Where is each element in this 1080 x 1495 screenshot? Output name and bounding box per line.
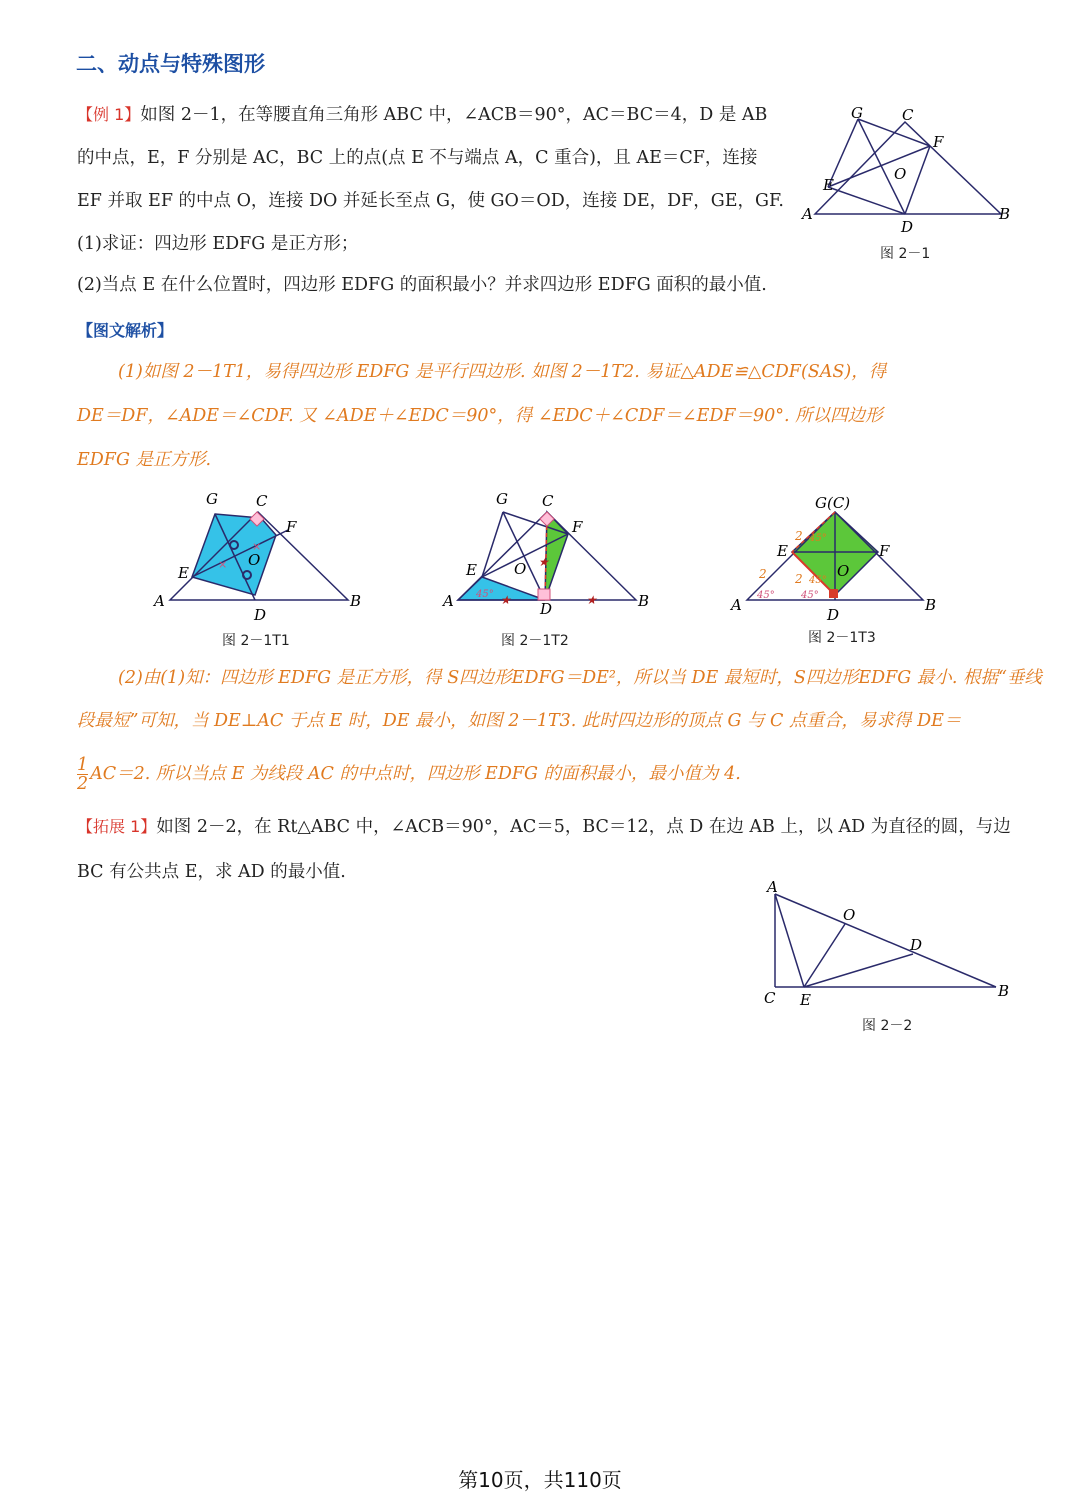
- label-d: D: [827, 606, 840, 624]
- analysis-p2-line3-text: AC＝2. 所以当点 E 为线段 AC 的中点时，四边形 EDFG 的面积最小，最小值为 4.: [90, 764, 741, 784]
- label-c: C: [902, 106, 914, 124]
- figure-2-1t3-caption: 图 2－1T3: [808, 630, 876, 646]
- angle-label-2: 45°: [809, 575, 827, 586]
- svg-text:★: ★: [500, 593, 511, 607]
- figure-2-1t1-caption: 图 2－1T1: [222, 633, 290, 649]
- label-f: F: [572, 518, 583, 536]
- angle-label-3: 45°: [757, 590, 775, 601]
- label-e: E: [800, 991, 811, 1009]
- label-d: D: [901, 218, 914, 235]
- angle-label: 45°: [476, 589, 494, 600]
- analysis-p2-line3: [77, 756, 741, 793]
- label-a: A: [767, 878, 778, 896]
- label-f: F: [933, 133, 944, 151]
- extension-text-1: 如图 2－2，在 Rt△ABC 中，∠ACB＝90°，AC＝5，BC＝12，点 D 在边 AB 上，以 AD 为直径的圆，与边: [156, 817, 1011, 837]
- analysis-p1-line1: (1)如图 2－1T1，易得四边形 EDFG 是平行四边形. 如图 2－1T2. 易证△ADE≌△CDF(SAS)，得: [118, 362, 887, 382]
- label-b: B: [999, 205, 1011, 223]
- fraction-denominator: 2: [77, 774, 89, 794]
- len-label-3: 2: [795, 572, 803, 586]
- label-g: G: [851, 104, 863, 122]
- label-g: G: [206, 490, 218, 508]
- label-o: O: [894, 165, 907, 183]
- label-d: D: [254, 606, 267, 624]
- example-line-3: EF 并取 EF 的中点 O，连接 DO 并延长至点 G，使 GO＝OD，连接 DE，DF，GE，GF.: [77, 191, 784, 211]
- label-a: A: [443, 592, 454, 610]
- extension-line-1: [77, 815, 1011, 839]
- analysis-tag: [77, 319, 173, 343]
- figure-2-1: [795, 100, 1020, 235]
- len-label-2: 2: [759, 567, 767, 581]
- label-gc: G(C): [815, 494, 851, 512]
- label-e: E: [466, 561, 477, 579]
- label-d: D: [540, 600, 553, 618]
- section-title: 二、动点与特殊图形: [76, 52, 265, 76]
- label-o: O: [248, 551, 261, 569]
- label-b: B: [350, 592, 362, 610]
- analysis-p1-line2: DE＝DF，∠ADE＝∠CDF. 又 ∠ADE＋∠EDC＝90°，得 ∠EDC＋∠CDF＝∠EDF＝90°. 所以四边形: [77, 406, 883, 426]
- label-d: D: [910, 936, 923, 954]
- label-a: A: [731, 596, 742, 614]
- extension-line-2: BC 有公共点 E，求 AD 的最小值.: [77, 862, 346, 882]
- figure-2-1-caption: 图 2－1: [880, 246, 931, 262]
- label-a: A: [154, 592, 165, 610]
- label-o: O: [843, 906, 856, 924]
- label-g: G: [496, 490, 508, 508]
- label-o: O: [837, 562, 850, 580]
- figure-2-1t3: [725, 490, 945, 625]
- figure-2-1t1: [150, 490, 370, 625]
- figure-2-2: [758, 876, 1018, 1016]
- figure-2-1t2-caption: 图 2－1T2: [501, 633, 569, 649]
- label-f: F: [879, 542, 890, 560]
- svg-text:★: ★: [538, 555, 549, 569]
- page-footer: 第10页，共110页: [458, 1468, 622, 1492]
- label-o: O: [514, 560, 527, 578]
- example-text-1: 如图 2－1，在等腰直角三角形 ABC 中，∠ACB＝90°，AC＝BC＝4，D 是 AB: [140, 105, 768, 125]
- label-e: E: [178, 564, 189, 582]
- question-2: (2)当点 E 在什么位置时，四边形 EDFG 的面积最小？并求四边形 EDFG 面积的最小值.: [77, 275, 767, 295]
- fraction-numerator: 1: [77, 755, 89, 775]
- label-f: F: [286, 518, 297, 536]
- label-a: A: [802, 205, 813, 223]
- svg-text:×: ×: [218, 558, 228, 571]
- angle-label-4: 45°: [801, 590, 819, 601]
- label-c: C: [764, 989, 776, 1007]
- angle-label-1: 45°: [809, 533, 827, 544]
- example-tag: 【例 1】: [77, 105, 141, 124]
- label-e: E: [823, 176, 834, 194]
- example-line-1: [77, 103, 767, 127]
- analysis-p2-line2: 段最短”可知，当 DE⊥AC 于点 E 时，DE 最小，如图 2－1T3. 此时四边形的顶点 G 与 C 点重合，易求得 DE＝: [77, 711, 962, 731]
- extension-tag: 【拓展 1】: [77, 817, 157, 836]
- analysis-tag-text: 【图文解析】: [77, 321, 174, 340]
- question-1: (1)求证：四边形 EDFG 是正方形；: [77, 234, 359, 254]
- label-c: C: [542, 492, 554, 510]
- label-e: E: [777, 542, 788, 560]
- figure-2-2-caption: 图 2－2: [862, 1018, 913, 1034]
- label-c: C: [256, 492, 268, 510]
- fraction-one-half: [77, 756, 88, 793]
- analysis-p1-line3: EDFG 是正方形.: [77, 450, 212, 470]
- analysis-p2-line1: (2)由(1)知：四边形 EDFG 是正方形，得 S四边形EDFG＝DE²，所以当 DE 最短时，S四边形EDFG 最小. 根据“垂线: [118, 668, 1042, 688]
- figure-2-1t2: [440, 490, 660, 625]
- svg-text:×: ×: [252, 540, 262, 553]
- svg-text:★: ★: [586, 593, 597, 607]
- label-b: B: [998, 982, 1010, 1000]
- len-label-1: 2: [795, 529, 803, 543]
- label-b: B: [638, 592, 650, 610]
- label-b: B: [925, 596, 937, 614]
- example-line-2: 的中点，E，F 分别是 AC，BC 上的点(点 E 不与端点 A，C 重合)，且 AE＝CF，连接: [77, 148, 758, 168]
